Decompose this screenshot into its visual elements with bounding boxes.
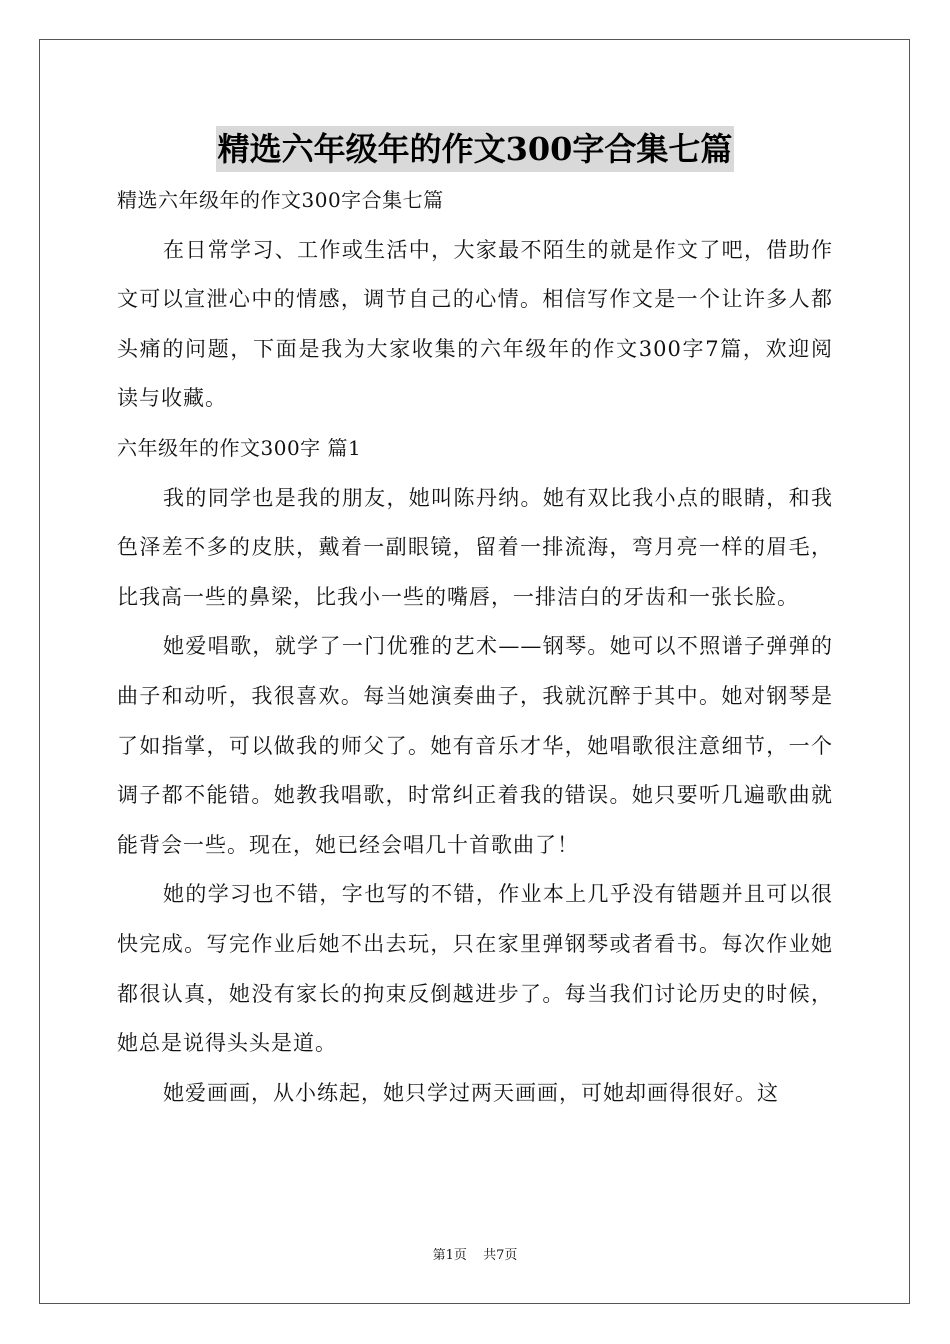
body-paragraph: 她爱唱歌，就学了一门优雅的艺术——钢琴。她可以不照谱子弹弹的曲子和动听，我很喜欢。每当她演奏曲子，我就沉醉于其中。她对钢琴是了如指掌，可以做我的师父了。她有音乐才华，她唱歌很注意细节，一个调子都不能错。她教我唱歌，时常纠正着我的错误。她只要听几遍歌曲就能背会一些。现在，她已经会唱几十首歌曲了！ bbox=[117, 634, 833, 857]
document-title: 精选六年级年的作文300字合集七篇 bbox=[216, 126, 735, 172]
body-paragraph: 她的学习也不错，字也写的不错，作业本上几乎没有错题并且可以很快完成。写完作业后她不出去玩，只在家里弹钢琴或者看书。每次作业她都很认真，她没有家长的拘束反倒越进步了。每当我们讨论历史的时候，她总是说得头头是道。 bbox=[117, 882, 833, 1056]
body-paragraph: 我的同学也是我的朋友，她叫陈丹纳。她有双比我小点的眼睛，和我色泽差不多的皮肤，戴着一副眼镜，留着一排流海，弯月亮一样的眉毛，比我高一些的鼻梁，比我小一些的嘴唇，一排洁白的牙齿和一张长脸。 bbox=[117, 485, 833, 609]
subtitle-line: 精选六年级年的作文300字合集七篇 bbox=[117, 188, 444, 212]
title-area bbox=[0, 126, 950, 172]
total-pages: 共7页 bbox=[483, 1248, 518, 1263]
body-paragraph: 她爱画画，从小练起，她只学过两天画画，可她却画得很好。这 bbox=[163, 1080, 779, 1105]
page-number: 第1页 bbox=[432, 1248, 467, 1263]
intro-paragraph: 在日常学习、工作或生活中，大家最不陌生的就是作文了吧，借助作文可以宣泄心中的情感，调节自己的心情。相信写作文是一个让许多人都头痛的问题，下面是我为大家收集的六年级年的作文300字7篇，欢迎阅读与收藏。 bbox=[117, 237, 833, 411]
section-heading: 六年级年的作文300字 篇1 bbox=[117, 435, 362, 460]
page-footer bbox=[0, 1246, 950, 1266]
document-body bbox=[117, 176, 833, 1118]
